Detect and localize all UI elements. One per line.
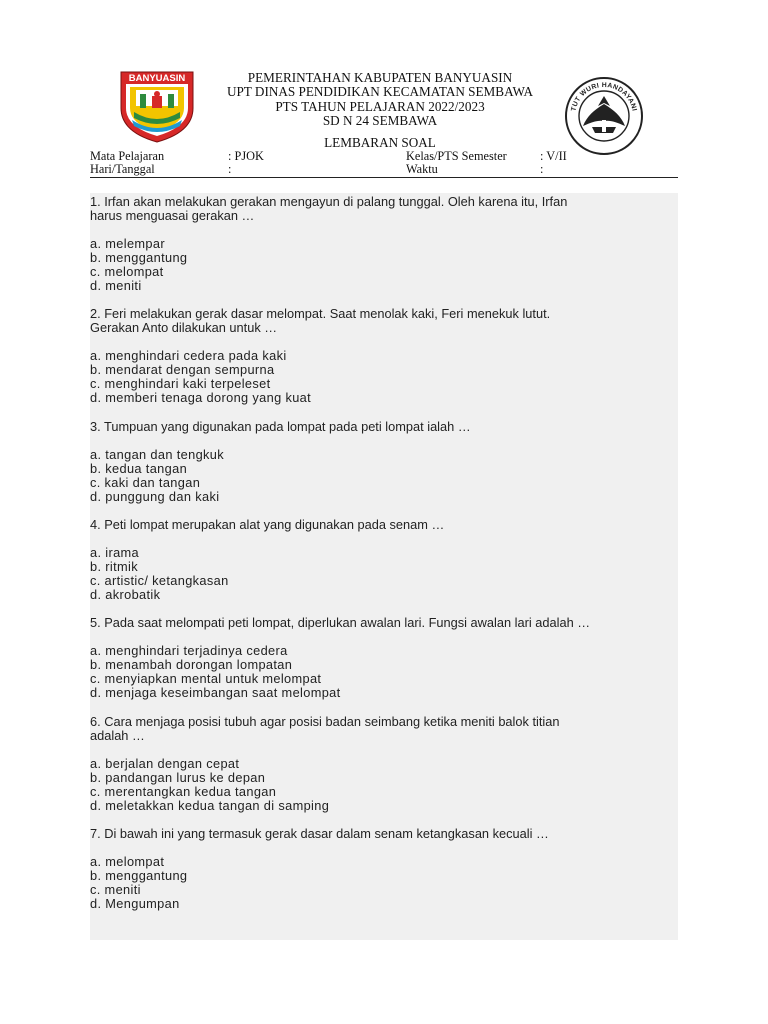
question-7-option-d: d. Mengumpan bbox=[90, 896, 180, 911]
question-3-option-a: a. tangan dan tengkuk bbox=[90, 447, 225, 462]
question-4-line-1: 4. Peti lompat merupakan alat yang digunakan pada senam … bbox=[90, 517, 445, 532]
question-4-option-c: c. artistic/ ketangkasan bbox=[90, 573, 229, 588]
banyuasin-emblem bbox=[118, 70, 196, 144]
date-value: : bbox=[228, 162, 232, 176]
tut-wuri-handayani-emblem bbox=[563, 76, 645, 156]
header-line-government: PEMERINTAHAN KABUPATEN BANYUASIN bbox=[247, 70, 513, 85]
question-1-option-b: b. menggantung bbox=[90, 250, 188, 265]
question-2-line-1: 2. Feri melakukan gerak dasar melompat. Saat menolak kaki, Feri menekuk lutut. bbox=[90, 306, 551, 321]
question-2-option-d: d. memberi tenaga dorong yang kuat bbox=[90, 390, 312, 405]
question-6-option-c: c. merentangkan kedua tangan bbox=[90, 784, 277, 799]
question-1-line-2: harus menguasai gerakan … bbox=[90, 208, 255, 223]
question-2-option-a: a. menghindari cedera pada kaki bbox=[90, 348, 287, 363]
question-2-option-c: c. menghindari kaki terpeleset bbox=[90, 376, 271, 391]
question-5-option-c: c. menyiapkan mental untuk melompat bbox=[90, 671, 322, 686]
question-2-option-b: b. mendarat dengan sempurna bbox=[90, 362, 275, 377]
question-3-line-1: 3. Tumpuan yang digunakan pada lompat pada peti lompat ialah … bbox=[90, 419, 471, 434]
question-6-option-b: b. pandangan lurus ke depan bbox=[90, 770, 266, 785]
header-line-office: UPT DINAS PENDIDIKAN KECAMATAN SEMBAWA bbox=[226, 84, 534, 100]
header-line-exam-year: PTS TAHUN PELAJARAN 2022/2023 bbox=[275, 98, 485, 114]
header-divider bbox=[90, 177, 678, 178]
question-1-option-c: c. melompat bbox=[90, 264, 164, 279]
question-6-line-2: adalah … bbox=[90, 728, 145, 743]
question-3-option-b: b. kedua tangan bbox=[90, 461, 188, 476]
question-sheet bbox=[90, 193, 678, 940]
class-label: Kelas/PTS Semester bbox=[406, 149, 507, 163]
exam-meta bbox=[90, 150, 678, 178]
question-4-option-a: a. irama bbox=[90, 545, 140, 560]
question-5-option-d: d. menjaga keseimbangan saat melompat bbox=[90, 685, 341, 700]
time-label: Waktu bbox=[406, 162, 438, 176]
banyuasin-emblem-label: BANYUASIN bbox=[128, 73, 186, 84]
question-6-option-d: d. meletakkan kedua tangan di samping bbox=[90, 798, 330, 813]
class-value: : V/II bbox=[540, 149, 567, 163]
question-2-line-2: Gerakan Anto dilakukan untuk … bbox=[90, 320, 278, 335]
question-5-line-1: 5. Pada saat melompati peti lompat, diperlukan awalan lari. Fungsi awalan lari adalah … bbox=[90, 615, 591, 630]
subject-value: : PJOK bbox=[228, 149, 264, 163]
question-6-option-a: a. berjalan dengan cepat bbox=[90, 756, 240, 771]
question-7-option-b: b. menggantung bbox=[90, 868, 188, 883]
school-header bbox=[200, 71, 560, 129]
question-1-line-1: 1. Irfan akan melakukan gerakan mengayun di palang tunggal. Oleh karena itu, Irfan bbox=[90, 194, 568, 209]
question-4-option-d: d. akrobatik bbox=[90, 587, 161, 602]
question-1-option-d: d. meniti bbox=[90, 278, 142, 293]
question-5-option-a: a. menghindari terjadinya cedera bbox=[90, 643, 288, 658]
question-7-option-a: a. melompat bbox=[90, 854, 165, 869]
question-1-option-a: a. melempar bbox=[90, 236, 165, 251]
question-7-option-c: c. meniti bbox=[90, 882, 141, 897]
question-5-option-b: b. menambah dorongan lompatan bbox=[90, 657, 293, 672]
question-3-option-c: c. kaki dan tangan bbox=[90, 475, 201, 490]
header-line-school: SD N 24 SEMBAWA bbox=[322, 113, 438, 129]
question-4-option-b: b. ritmik bbox=[90, 559, 138, 574]
document-title: LEMBARAN SOAL bbox=[324, 135, 436, 150]
question-7-line-1: 7. Di bawah ini yang termasuk gerak dasar dalam senam ketangkasan kecuali … bbox=[90, 826, 549, 841]
subject-label: Mata Pelajaran bbox=[90, 149, 165, 163]
question-3-option-d: d. punggung dan kaki bbox=[90, 489, 220, 504]
time-value: : bbox=[540, 162, 544, 176]
tut-wuri-handayani-label: TUT WURI HANDAYANI bbox=[570, 81, 638, 112]
question-6-line-1: 6. Cara menjaga posisi tubuh agar posisi badan seimbang ketika meniti balok titian bbox=[90, 714, 560, 729]
date-label: Hari/Tanggal bbox=[90, 162, 155, 176]
